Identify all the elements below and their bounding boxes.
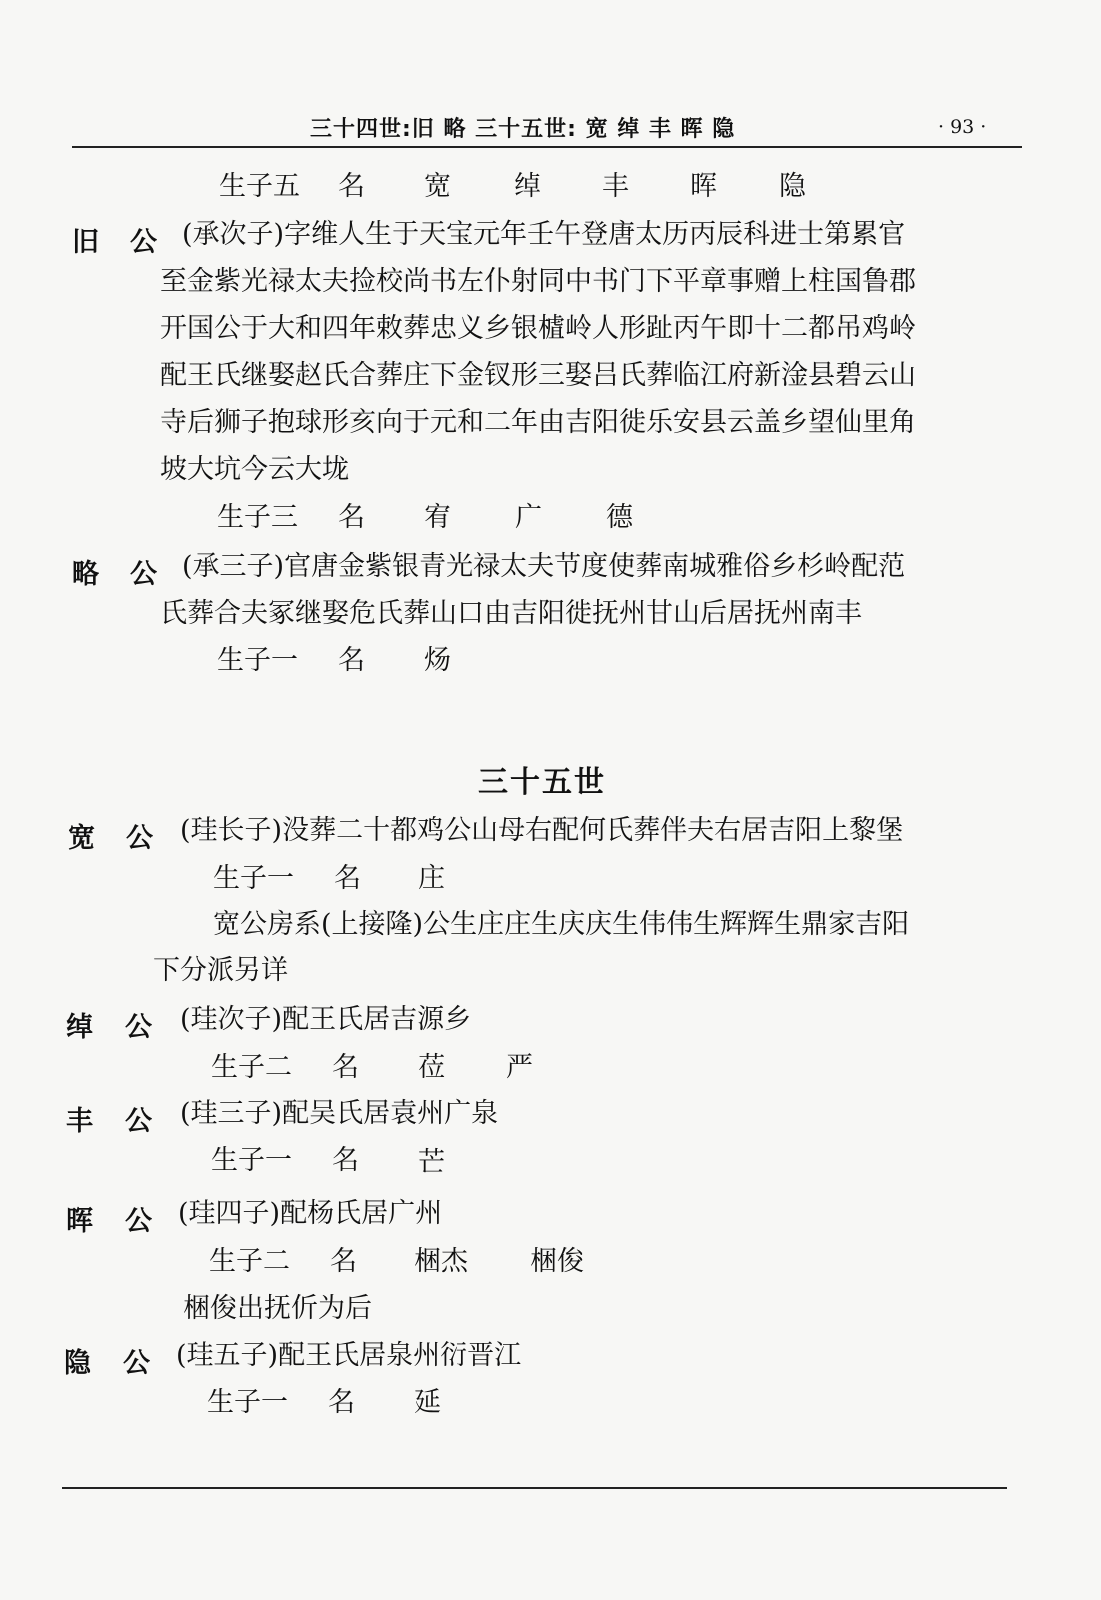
section-title: 三十五世 (478, 765, 606, 800)
entry-line: (珪三子)配吴氏居袁州广泉 (180, 1098, 499, 1129)
ming-label: 名 (332, 1145, 359, 1176)
note-line: 梱俊出抚伒为后 (183, 1293, 372, 1324)
person-name: 旧 (72, 227, 99, 258)
footer-rule (62, 1487, 1007, 1489)
gong-label: 公 (126, 823, 153, 854)
person-name: 略 (72, 559, 99, 590)
entry-line: (珪四子)配杨氏居广州 (178, 1198, 443, 1229)
entry-line: (珪五子)配王氏居泉州衍晋江 (176, 1340, 522, 1371)
sons-label: 生子五 (219, 171, 300, 202)
ming-label: 名 (334, 863, 361, 894)
gong-label: 公 (130, 227, 157, 258)
gong-label: 公 (130, 559, 157, 590)
sons-label: 生子一 (213, 863, 294, 894)
person-name: 隐 (64, 1348, 91, 1379)
person-name: 宽 (68, 823, 95, 854)
son-name: 隐 (779, 171, 806, 202)
gong-label: 公 (125, 1206, 152, 1237)
ming-label: 名 (332, 1052, 359, 1083)
person-name: 晖 (66, 1206, 93, 1237)
sons-label: 生子二 (209, 1246, 290, 1277)
ming-label: 名 (330, 1246, 357, 1277)
sons-label: 生子一 (207, 1387, 288, 1418)
entry-line: (承三子)官唐金紫银青光禄太夫节度使葬南城雅俗乡杉岭配范 (182, 551, 906, 582)
son-name: 梱俊 (530, 1246, 584, 1277)
gong-label: 公 (125, 1012, 152, 1043)
son-name: 炀 (424, 645, 451, 676)
entry-line: 氏葬合夫冢继娶危氏葬山口由吉阳徙抚州甘山后居抚州南丰 (160, 598, 862, 629)
son-name: 德 (606, 502, 633, 533)
son-name: 延 (414, 1387, 441, 1418)
son-name: 梱杰 (414, 1246, 468, 1277)
ming-label: 名 (328, 1387, 355, 1418)
entry-line: 开国公于大和四年敕葬忠义乡银樝岭人形趾丙午即十二都吊鸡岭 (160, 313, 916, 344)
son-name: 广 (515, 502, 542, 533)
son-name: 宥 (424, 502, 451, 533)
running-title: 三十四世:旧 略 三十五世: 宽 绰 丰 晖 隐 (310, 117, 736, 142)
sons-label: 生子三 (217, 502, 298, 533)
entry-line: 至金紫光禄太夫捡校尚书左仆射同中书门下平章事赠上柱国鲁郡 (160, 266, 916, 297)
entry-line: (承次子)字维人生于天宝元年壬午登唐太历丙辰科进士第累官 (182, 219, 906, 250)
person-name: 绰 (66, 1012, 93, 1043)
entry-line: 配王氏继娶赵氏合葬庄下金钗形三娶吕氏葬临江府新淦县碧云山 (160, 360, 916, 391)
note-line: 宽公房系(上接隆)公生庄庄生庆庆生伟伟生辉辉生鼎家吉阳 (213, 909, 910, 940)
son-name: 芒 (418, 1147, 445, 1178)
ming-label: 名 (338, 171, 365, 202)
ming-label: 名 (338, 645, 365, 676)
header-rule (72, 146, 1022, 148)
son-name: 严 (506, 1052, 533, 1083)
sons-label: 生子二 (211, 1052, 292, 1083)
entry-line: (珪长子)没葬二十都鸡公山母右配何氏葬伴夫右居吉阳上黎堡 (180, 815, 904, 846)
gong-label: 公 (125, 1106, 152, 1137)
son-name: 宽 (424, 171, 451, 202)
entry-line: 坡大坑今云大垅 (160, 454, 349, 485)
entry-line: (珪次子)配王氏居吉源乡 (180, 1004, 472, 1035)
son-name: 莅 (418, 1052, 445, 1083)
sons-label: 生子一 (217, 645, 298, 676)
son-name: 丰 (602, 171, 629, 202)
entry-line: 寺后狮子抱球形亥向于元和二年由吉阳徙乐安县云盖乡望仙里角 (160, 407, 916, 438)
note-line: 下分派另详 (153, 955, 288, 986)
gong-label: 公 (123, 1348, 150, 1379)
son-name: 庄 (418, 863, 445, 894)
page-number: · 93 · (938, 116, 987, 138)
son-name: 晖 (690, 171, 717, 202)
son-name: 绰 (514, 171, 541, 202)
person-name: 丰 (66, 1106, 93, 1137)
ming-label: 名 (338, 502, 365, 533)
sons-label: 生子一 (211, 1145, 292, 1176)
